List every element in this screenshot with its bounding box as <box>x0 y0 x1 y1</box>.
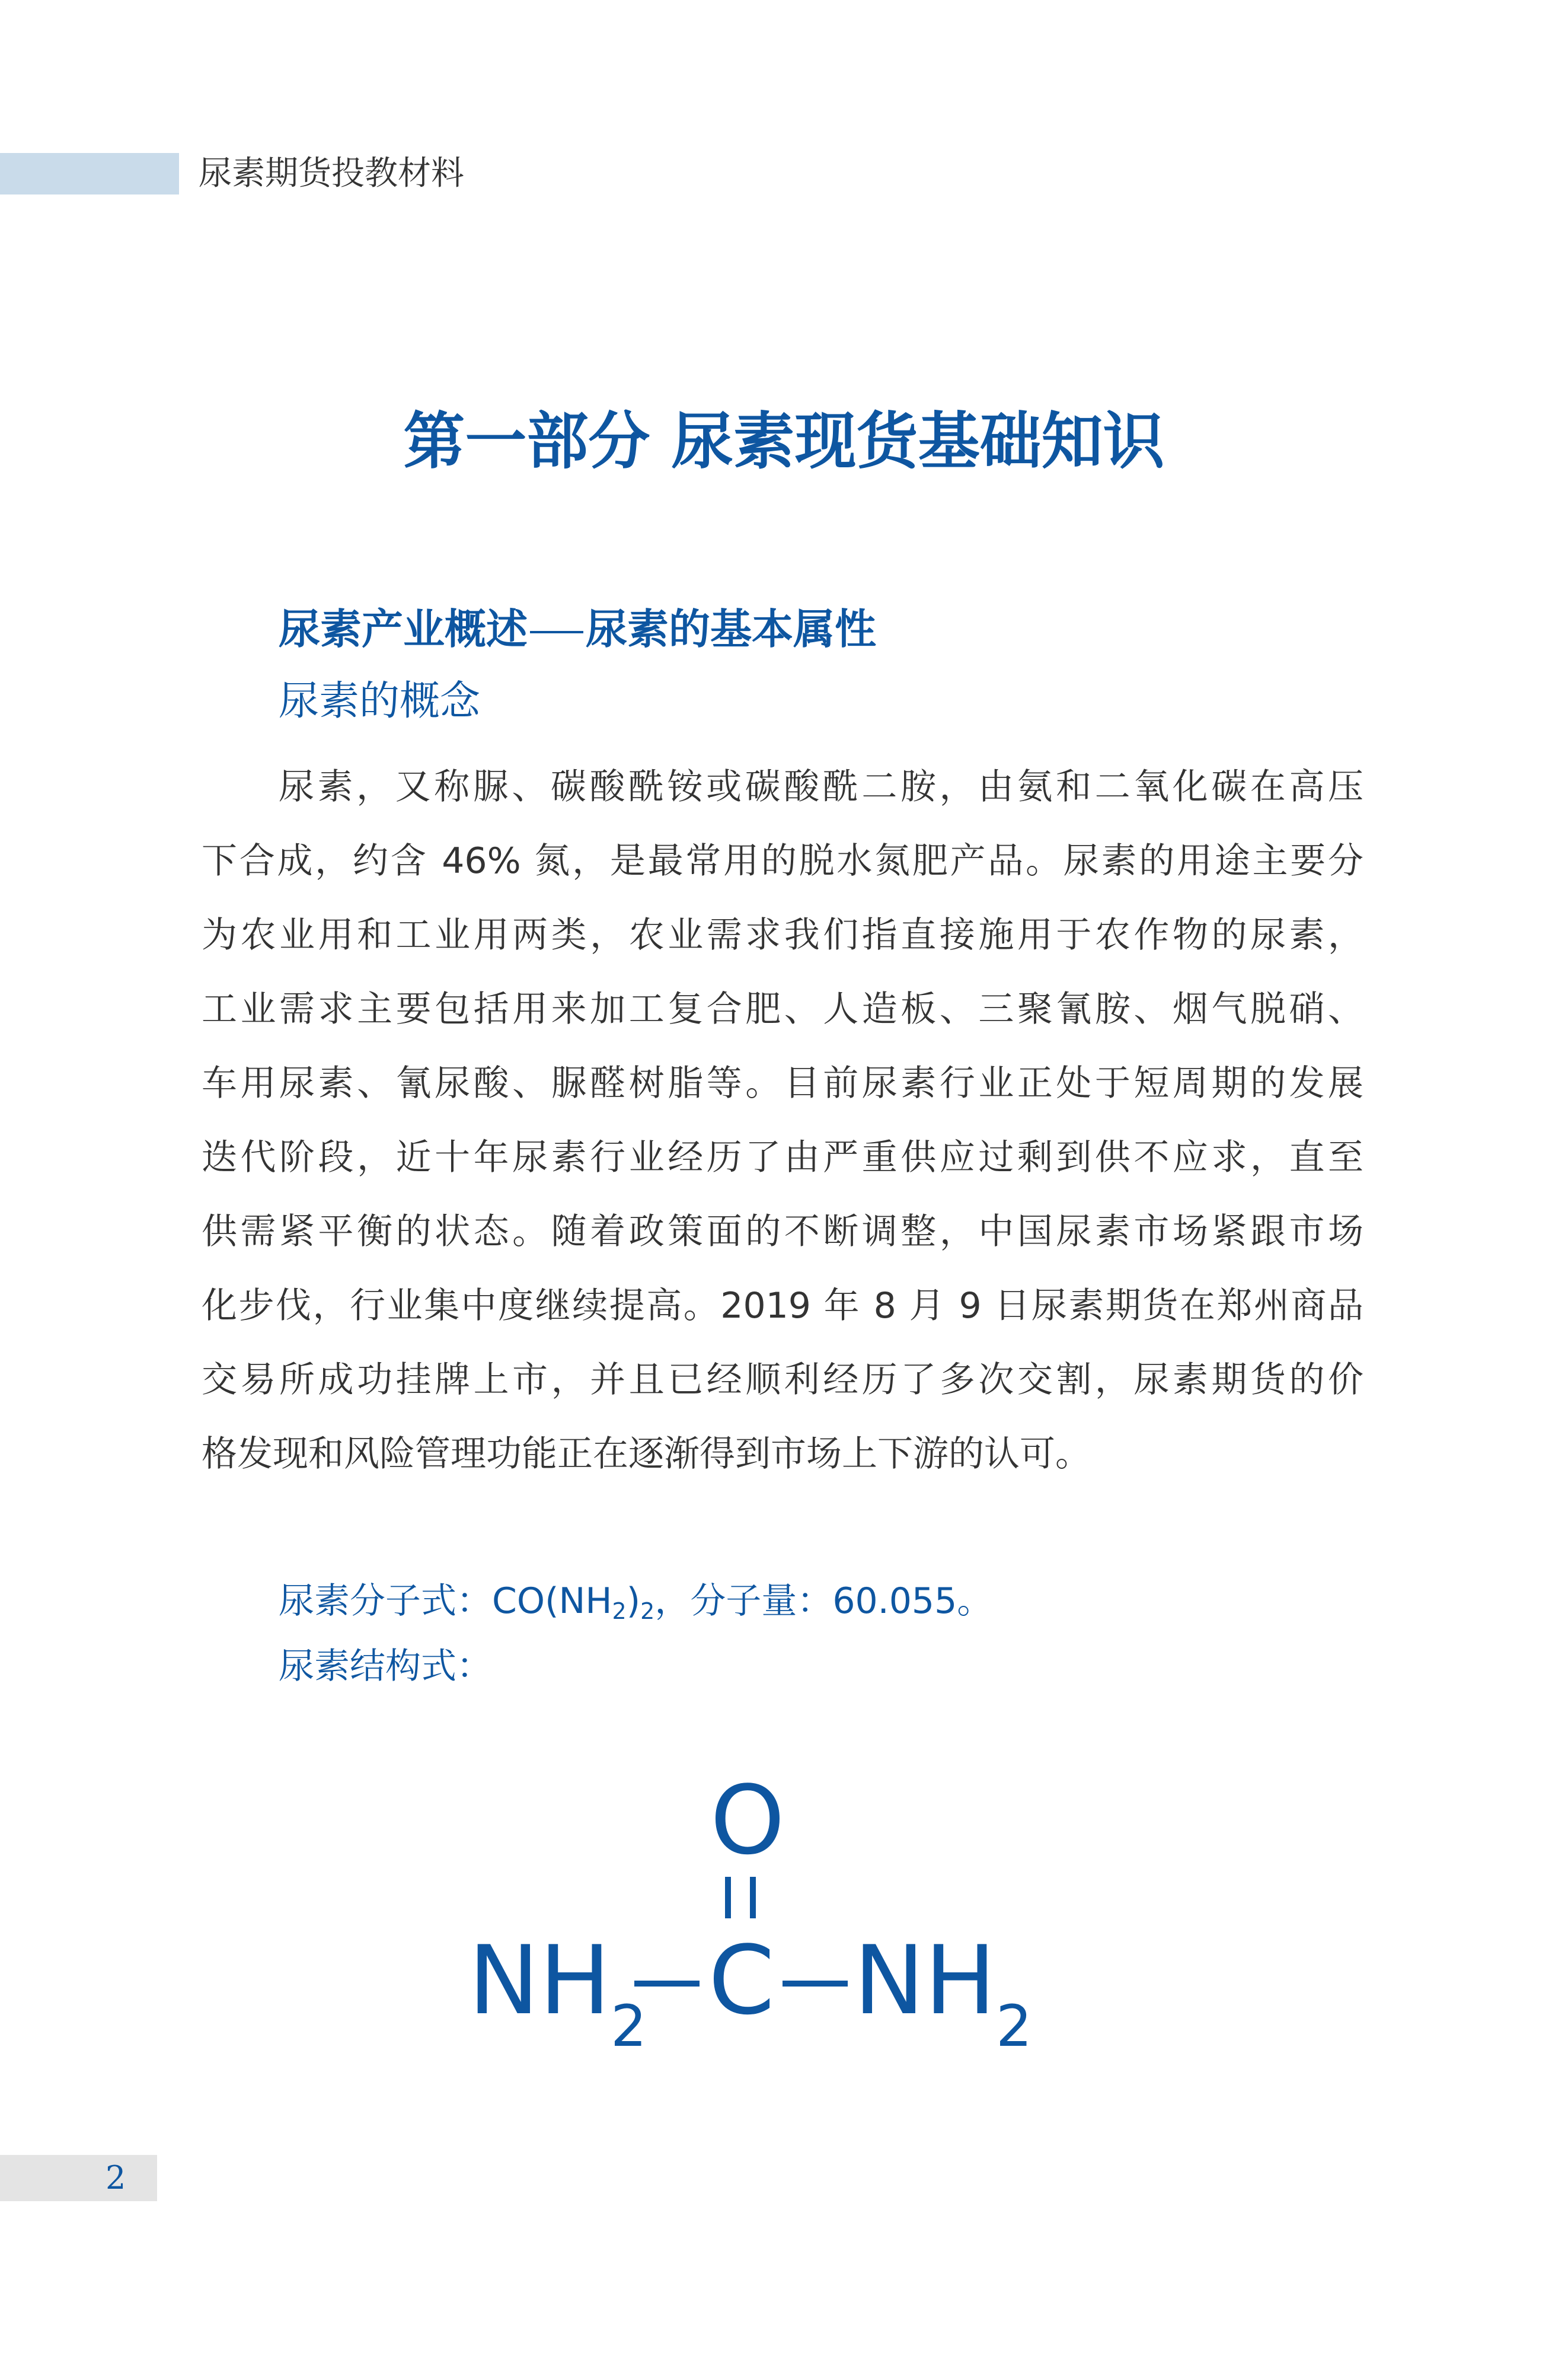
formula-weight-value: 60.055 <box>832 1580 957 1622</box>
page-number: 2 <box>106 2159 126 2196</box>
body-line: 工业需求主要包括用来加工复合肥、人造板、三聚氰胺、烟气脱硝、 <box>202 989 1363 1030</box>
body-line: 交易所成功挂牌上市，并且已经顺利经历了多次交割，尿素期货的价 <box>202 1359 1363 1401</box>
footer-tab <box>0 2155 157 2201</box>
right-amine-subscript: 2 <box>996 1993 1033 2059</box>
double-bond-left <box>725 1877 731 1918</box>
left-amine-subscript: 2 <box>611 1993 647 2059</box>
formula-close: ) <box>626 1580 641 1622</box>
formula-end: 。 <box>957 1580 993 1622</box>
body-line: 迭代阶段，近十年尿素行业经历了由严重供应过剩到供不应求，直至 <box>202 1137 1363 1178</box>
body-line: 为农业用和工业用两类，农业需求我们指直接施用于农作物的尿素， <box>202 914 1363 956</box>
body-line: 下合成，约含 46% 氮，是最常用的脱水氮肥产品。尿素的用途主要分 <box>202 840 1363 882</box>
body-line: 供需紧平衡的状态。随着政策面的不断调整，中国尿素市场紧跟市场 <box>202 1211 1363 1252</box>
header-title: 尿素期货投教材料 <box>199 154 464 193</box>
single-bond-right <box>783 1981 848 1987</box>
right-amine-label: NH <box>854 1925 996 2036</box>
formula-sub-outer: 2 <box>640 1598 655 1624</box>
section-title-dash <box>530 631 583 633</box>
double-bond-right <box>750 1877 756 1918</box>
section-title <box>279 596 876 656</box>
body-line: 尿素，又称脲、碳酸酰铵或碳酸酰二胺，由氨和二氧化碳在高压 <box>279 766 1363 808</box>
right-amine-group <box>854 1925 1033 2059</box>
formula-label: 尿素分子式： <box>279 1580 492 1622</box>
left-amine-label: NH <box>468 1925 611 2036</box>
structure-label: 尿素结构式： <box>279 1646 492 1687</box>
molecular-formula <box>279 1574 992 1638</box>
formula-co: CO(NH <box>492 1580 612 1622</box>
single-bond-left <box>634 1981 700 1987</box>
header-bar <box>0 153 179 195</box>
formula-weight-label: ，分子量： <box>654 1580 833 1622</box>
part-title: 第一部分 尿素现货基础知识 <box>403 405 1165 477</box>
body-line: 车用尿素、氰尿酸、脲醛树脂等。目前尿素行业正处于短周期的发展 <box>202 1063 1363 1104</box>
section-title-left: 尿素产业概述 <box>279 605 528 653</box>
oxygen-atom: O <box>710 1765 785 1876</box>
carbon-atom: C <box>708 1925 775 2036</box>
formula-sub-inner: 2 <box>612 1598 627 1624</box>
urea-structure-diagram <box>468 1765 1067 2059</box>
body-paragraph <box>202 750 1363 1491</box>
left-amine-group <box>468 1925 647 2059</box>
body-line: 化步伐，行业集中度继续提高。2019 年 8 月 9 日尿素期货在郑州商品 <box>202 1285 1363 1327</box>
section-title-right: 尿素的基本属性 <box>586 605 876 653</box>
subsection-title: 尿素的概念 <box>279 678 481 725</box>
body-line: 格发现和风险管理功能正在逐渐得到市场上下游的认可。 <box>202 1433 1091 1475</box>
